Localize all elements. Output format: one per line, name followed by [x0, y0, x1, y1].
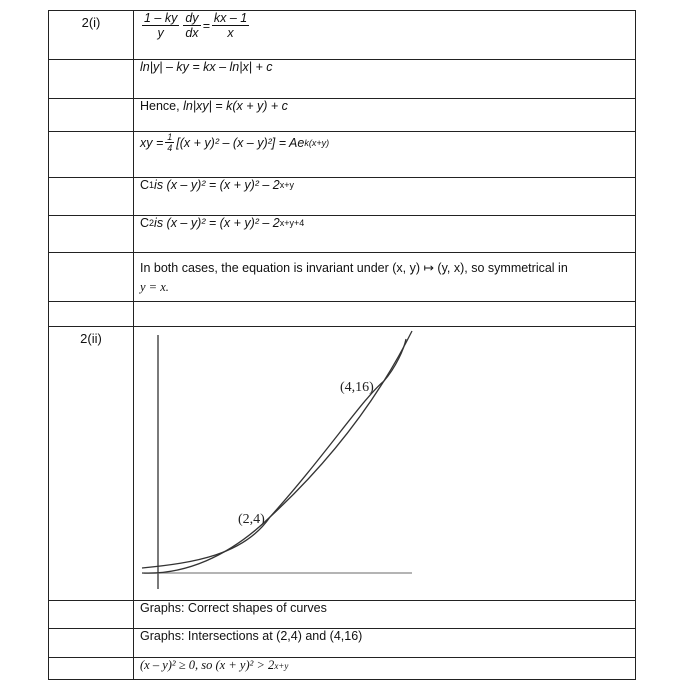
point-b-label: (4,16) — [340, 380, 374, 395]
empty-q-cell — [49, 253, 134, 302]
empty-q-cell — [49, 658, 134, 680]
symmetry-line1: In both cases, the equation is invariant under (x, y) ↦ (y, x), so symmetrical in — [140, 261, 568, 275]
c1-text: is (x – y)² = (x + y)² – 2 — [154, 178, 280, 192]
hence-label: Hence, — [140, 99, 180, 113]
c2-exp: x+y+4 — [279, 218, 305, 228]
symmetry-row — [134, 253, 636, 302]
empty-q-cell — [49, 302, 134, 327]
c2-sub: 2 — [149, 218, 155, 228]
equals-sign: = — [202, 18, 210, 33]
curves-graph — [134, 327, 634, 597]
c1-sub: 1 — [149, 180, 155, 190]
curve-c1 — [142, 331, 412, 568]
xy-row — [134, 132, 636, 178]
frac2-den: dx — [185, 26, 199, 40]
hence-row — [134, 99, 636, 132]
shapes-text: Graphs: Correct shapes of curves — [140, 601, 327, 615]
c1-label: C — [140, 178, 150, 192]
c2-row — [134, 216, 636, 253]
empty-q-cell — [49, 629, 134, 658]
curve-c2 — [142, 339, 406, 573]
quarter-den: 4 — [167, 143, 173, 153]
question-2ii-label: 2(ii) — [49, 327, 134, 601]
xy-mid: [(x + y)² – (x – y)²] = Ae — [176, 135, 305, 150]
empty-q-cell — [49, 601, 134, 629]
xy-lhs: xy = — [140, 135, 164, 150]
intersections-row — [134, 629, 636, 658]
c2-label: C — [140, 216, 150, 230]
hence-expr: ln|xy| = k(x + y) + c — [183, 99, 288, 113]
c1-exp: x+y — [279, 180, 295, 190]
empty-q-cell — [49, 132, 134, 178]
point-a-label: (2,4) — [238, 512, 265, 527]
c1-row — [134, 178, 636, 216]
xy-exp: k(x+y) — [304, 137, 330, 148]
inequality-row — [134, 658, 636, 680]
markscheme-table — [48, 10, 636, 680]
frac1-den: y — [157, 26, 164, 40]
integrated-row — [134, 60, 636, 99]
frac3-den: x — [227, 26, 234, 40]
inequality-exp: x+y — [274, 660, 289, 671]
empty-q-cell — [49, 178, 134, 216]
frac2-num: dy — [185, 11, 199, 25]
quarter-num: 1 — [167, 132, 173, 142]
integrated-expr: ln|y| – ky = kx – ln|x| + c — [140, 60, 273, 74]
c2-text: is (x – y)² = (x + y)² – 2 — [154, 216, 280, 230]
empty-q-cell — [49, 60, 134, 99]
inequality-text: (x – y)² ≥ 0, so (x + y)² > 2 — [140, 658, 275, 672]
ode-separation-row — [134, 11, 636, 60]
frac3-num: kx – 1 — [213, 11, 248, 25]
empty-q-cell — [49, 216, 134, 253]
question-2i-label: 2(i) — [49, 11, 134, 60]
graph-cell — [134, 327, 636, 601]
symmetry-line2: y = x. — [140, 280, 169, 294]
frac1-num: 1 – ky — [144, 11, 178, 25]
empty-q-cell — [49, 99, 134, 132]
empty-content-cell — [134, 302, 636, 327]
shapes-row — [134, 601, 636, 629]
intersections-text: Graphs: Intersections at (2,4) and (4,16) — [140, 629, 363, 643]
